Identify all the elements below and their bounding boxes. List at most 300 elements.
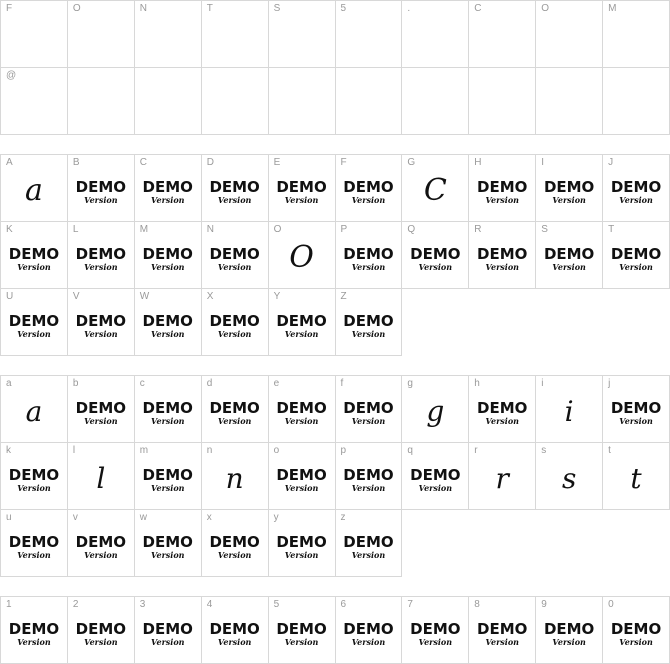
glyph-cell[interactable] bbox=[68, 597, 135, 664]
uppercase-block bbox=[0, 154, 670, 356]
demo-watermark-line1: DEMO bbox=[75, 312, 127, 330]
demo-watermark-line1: DEMO bbox=[343, 178, 394, 196]
glyph-cell-label: X bbox=[206, 291, 214, 302]
glyph-cell[interactable] bbox=[469, 68, 536, 135]
glyph-cell[interactable] bbox=[1, 155, 68, 222]
demo-watermark-line1: DEMO bbox=[8, 312, 60, 330]
demo-watermark-line1: DEMO bbox=[142, 312, 193, 330]
glyph-cell-label: a bbox=[6, 378, 12, 389]
demo-watermark bbox=[611, 401, 661, 425]
glyph-preview-area bbox=[202, 301, 268, 353]
glyph-preview-area bbox=[269, 609, 335, 661]
header-row-block bbox=[0, 0, 670, 135]
glyph-cell[interactable] bbox=[68, 376, 135, 443]
glyph-cell-label: O bbox=[541, 3, 549, 14]
demo-watermark-line2: Version bbox=[17, 637, 51, 647]
glyph-cell-label: t bbox=[608, 445, 611, 456]
demo-watermark bbox=[143, 535, 193, 559]
glyph-cell[interactable] bbox=[469, 443, 536, 510]
demo-watermark-line2: Version bbox=[151, 195, 185, 205]
glyph-cell-label: A bbox=[6, 157, 13, 168]
demo-watermark bbox=[9, 314, 59, 338]
glyph-preview-area bbox=[469, 167, 535, 219]
glyph-cell[interactable] bbox=[469, 376, 536, 443]
demo-watermark bbox=[477, 247, 527, 271]
glyph-cell[interactable] bbox=[269, 155, 336, 222]
glyph-cell[interactable] bbox=[68, 510, 135, 577]
glyph-preview-area bbox=[336, 234, 402, 286]
glyph-cell[interactable] bbox=[402, 222, 469, 289]
glyph-preview-area bbox=[402, 609, 468, 661]
glyph-cell[interactable] bbox=[336, 443, 403, 510]
glyph-character: g bbox=[426, 395, 445, 428]
glyph-cell[interactable] bbox=[269, 443, 336, 510]
glyph-cell[interactable] bbox=[202, 443, 269, 510]
demo-watermark-line2: Version bbox=[351, 637, 386, 647]
demo-watermark-line1: DEMO bbox=[209, 312, 260, 330]
demo-watermark-line1: DEMO bbox=[142, 399, 193, 417]
glyph-cell[interactable] bbox=[135, 510, 202, 577]
glyph-cell[interactable] bbox=[536, 443, 603, 510]
glyph-cell-label: o bbox=[273, 445, 280, 456]
glyph-cell-label: P bbox=[340, 224, 348, 235]
glyph-cell-label: 2 bbox=[72, 599, 79, 610]
glyph-cell[interactable] bbox=[336, 597, 403, 664]
demo-watermark-line2: Version bbox=[351, 483, 386, 493]
demo-watermark-line1: DEMO bbox=[410, 245, 461, 263]
glyph-cell[interactable] bbox=[336, 155, 403, 222]
demo-watermark-line1: DEMO bbox=[209, 178, 260, 196]
glyph-cell[interactable] bbox=[135, 597, 202, 664]
demo-watermark-line2: Version bbox=[485, 416, 519, 426]
demo-watermark bbox=[611, 180, 661, 204]
glyph-preview-area bbox=[336, 609, 402, 661]
demo-watermark-line2: Version bbox=[217, 195, 252, 205]
demo-watermark-line1: DEMO bbox=[543, 620, 595, 638]
glyph-cell[interactable] bbox=[536, 155, 603, 222]
glyph-cell[interactable] bbox=[402, 376, 469, 443]
demo-watermark-line2: Version bbox=[151, 329, 185, 339]
demo-watermark-line1: DEMO bbox=[343, 399, 394, 417]
glyph-preview-area bbox=[202, 388, 268, 440]
glyph-cell[interactable] bbox=[68, 289, 135, 356]
demo-watermark bbox=[76, 247, 126, 271]
glyph-cell[interactable] bbox=[269, 597, 336, 664]
demo-watermark-line1: DEMO bbox=[410, 466, 461, 484]
glyph-cell[interactable] bbox=[469, 1, 536, 68]
glyph-preview-area bbox=[135, 388, 201, 440]
glyph-cell[interactable] bbox=[536, 376, 603, 443]
glyph-cell-label: O bbox=[72, 3, 81, 14]
glyph-cell[interactable] bbox=[202, 1, 269, 68]
glyph-cell-label: w bbox=[139, 512, 148, 523]
glyph-character: a bbox=[25, 395, 43, 428]
glyph-cell[interactable] bbox=[336, 68, 403, 135]
glyph-cell-label: v bbox=[72, 512, 78, 523]
glyph-cell-label: 6 bbox=[340, 599, 347, 610]
demo-watermark bbox=[544, 180, 594, 204]
glyph-cell[interactable] bbox=[336, 1, 403, 68]
glyph-cell-label: 1 bbox=[6, 599, 12, 610]
glyph-preview-area bbox=[603, 609, 669, 661]
demo-watermark-line2: Version bbox=[485, 262, 519, 272]
demo-watermark bbox=[209, 314, 259, 338]
glyph-preview-area bbox=[536, 609, 602, 661]
demo-watermark-line2: Version bbox=[84, 637, 118, 647]
block-spacer bbox=[0, 135, 670, 154]
demo-watermark-line2: Version bbox=[84, 416, 118, 426]
glyph-cell[interactable] bbox=[68, 443, 135, 510]
glyph-cell-label: 8 bbox=[474, 599, 480, 610]
glyph-cell-label: N bbox=[139, 3, 148, 14]
glyph-cell[interactable] bbox=[269, 510, 336, 577]
glyph-cell[interactable] bbox=[536, 597, 603, 664]
glyph-cell[interactable] bbox=[202, 155, 269, 222]
glyph-cell[interactable] bbox=[269, 68, 336, 135]
demo-watermark bbox=[209, 622, 259, 646]
glyph-cell[interactable] bbox=[336, 222, 403, 289]
demo-watermark-line1: DEMO bbox=[276, 533, 327, 551]
glyph-cell[interactable] bbox=[1, 443, 68, 510]
glyph-cell-label: s bbox=[541, 445, 547, 456]
glyph-character: n bbox=[225, 462, 244, 495]
demo-watermark-line1: DEMO bbox=[75, 533, 127, 551]
demo-watermark-line1: DEMO bbox=[209, 620, 260, 638]
glyph-preview-area bbox=[202, 522, 268, 574]
glyph-preview-area bbox=[536, 234, 602, 286]
demo-watermark bbox=[611, 622, 661, 646]
glyph-preview-area bbox=[603, 167, 669, 219]
demo-watermark-line1: DEMO bbox=[276, 399, 327, 417]
demo-watermark-line1: DEMO bbox=[8, 533, 60, 551]
glyph-preview-area bbox=[68, 234, 134, 286]
glyph-preview-area bbox=[135, 167, 201, 219]
demo-watermark-line2: Version bbox=[284, 416, 319, 426]
glyph-cell[interactable] bbox=[68, 222, 135, 289]
glyph-cell[interactable] bbox=[202, 597, 269, 664]
glyph-cell-label: . bbox=[407, 3, 411, 14]
glyph-cell-label: S bbox=[273, 3, 281, 14]
glyph-character: C bbox=[423, 173, 447, 208]
glyph-cell[interactable] bbox=[603, 1, 670, 68]
demo-watermark-line1: DEMO bbox=[610, 245, 662, 263]
glyph-cell[interactable] bbox=[402, 597, 469, 664]
glyph-cell-empty bbox=[469, 510, 536, 577]
glyph-preview-area bbox=[336, 167, 402, 219]
glyph-cell[interactable] bbox=[469, 155, 536, 222]
demo-watermark bbox=[343, 401, 393, 425]
glyph-cell[interactable] bbox=[402, 68, 469, 135]
demo-watermark bbox=[410, 468, 460, 492]
glyph-cell[interactable] bbox=[603, 68, 670, 135]
glyph-preview-area bbox=[336, 301, 402, 353]
glyph-cell-label: F bbox=[340, 157, 347, 168]
glyph-cell[interactable] bbox=[135, 155, 202, 222]
glyph-cell-label: O bbox=[273, 224, 282, 235]
glyph-cell[interactable] bbox=[135, 289, 202, 356]
demo-watermark-line1: DEMO bbox=[75, 245, 127, 263]
glyph-character: a bbox=[25, 173, 43, 208]
demo-watermark-line1: DEMO bbox=[410, 620, 461, 638]
glyph-preview-area bbox=[402, 167, 468, 219]
glyph-cell[interactable] bbox=[469, 597, 536, 664]
glyph-cell-label: q bbox=[407, 445, 413, 456]
glyph-cell-label: u bbox=[6, 512, 12, 523]
glyph-cell-label: W bbox=[139, 291, 150, 302]
demo-watermark-line2: Version bbox=[284, 329, 319, 339]
glyph-preview-area bbox=[336, 455, 402, 507]
demo-watermark bbox=[276, 622, 326, 646]
glyph-cell[interactable] bbox=[402, 155, 469, 222]
demo-watermark-line2: Version bbox=[217, 550, 252, 560]
block-spacer bbox=[0, 356, 670, 375]
glyph-cell[interactable] bbox=[269, 1, 336, 68]
demo-watermark-line1: DEMO bbox=[343, 620, 394, 638]
demo-watermark-line1: DEMO bbox=[276, 620, 327, 638]
demo-watermark-line2: Version bbox=[217, 262, 252, 272]
demo-watermark bbox=[76, 401, 126, 425]
demo-watermark-line2: Version bbox=[151, 550, 185, 560]
glyph-cell[interactable] bbox=[603, 155, 670, 222]
demo-watermark bbox=[143, 314, 193, 338]
demo-watermark-line1: DEMO bbox=[8, 466, 60, 484]
glyph-preview-area bbox=[269, 234, 335, 286]
glyph-cell[interactable] bbox=[135, 376, 202, 443]
glyph-cell[interactable] bbox=[336, 376, 403, 443]
glyph-cell[interactable] bbox=[1, 1, 68, 68]
glyph-cell-label: 9 bbox=[541, 599, 547, 610]
glyph-cell-label: n bbox=[206, 445, 213, 456]
glyph-cell-label: j bbox=[608, 378, 611, 389]
glyph-cell[interactable] bbox=[536, 222, 603, 289]
demo-watermark-line1: DEMO bbox=[142, 178, 193, 196]
demo-watermark-line2: Version bbox=[84, 550, 118, 560]
glyph-cell[interactable] bbox=[135, 68, 202, 135]
demo-watermark-line2: Version bbox=[217, 416, 252, 426]
demo-watermark bbox=[9, 535, 59, 559]
glyph-cell-label: @ bbox=[6, 70, 17, 81]
demo-watermark-line2: Version bbox=[151, 416, 185, 426]
glyph-cell-label: H bbox=[474, 157, 482, 168]
glyph-preview-area bbox=[1, 388, 67, 440]
demo-watermark-line1: DEMO bbox=[343, 245, 394, 263]
demo-watermark bbox=[276, 401, 326, 425]
glyph-cell-empty bbox=[402, 289, 469, 356]
glyph-cell-label: k bbox=[6, 445, 11, 456]
glyph-preview-area bbox=[135, 455, 201, 507]
demo-watermark bbox=[276, 314, 326, 338]
demo-watermark-line2: Version bbox=[351, 550, 386, 560]
demo-watermark bbox=[410, 247, 460, 271]
demo-watermark bbox=[143, 247, 193, 271]
glyph-preview-area bbox=[469, 388, 535, 440]
glyph-cell-label: T bbox=[206, 3, 213, 14]
glyph-cell[interactable] bbox=[68, 68, 135, 135]
demo-watermark-line1: DEMO bbox=[276, 312, 327, 330]
demo-watermark-line1: DEMO bbox=[209, 399, 260, 417]
glyph-cell[interactable] bbox=[536, 1, 603, 68]
glyph-preview-area bbox=[269, 522, 335, 574]
glyph-cell[interactable] bbox=[1, 289, 68, 356]
demo-watermark-line1: DEMO bbox=[610, 178, 662, 196]
demo-watermark-line1: DEMO bbox=[142, 620, 193, 638]
demo-watermark-line2: Version bbox=[84, 329, 118, 339]
demo-watermark bbox=[276, 468, 326, 492]
glyph-cell[interactable] bbox=[1, 376, 68, 443]
glyph-cell-empty bbox=[603, 510, 670, 577]
glyph-cell-label: M bbox=[608, 3, 617, 14]
demo-watermark bbox=[343, 535, 393, 559]
glyph-preview-area bbox=[536, 455, 602, 507]
demo-watermark-line1: DEMO bbox=[343, 533, 394, 551]
glyph-cell-label: 3 bbox=[139, 599, 146, 610]
glyph-preview-area bbox=[1, 609, 67, 661]
demo-watermark bbox=[611, 247, 661, 271]
demo-watermark-line2: Version bbox=[217, 329, 252, 339]
demo-watermark bbox=[9, 468, 59, 492]
demo-watermark bbox=[76, 180, 126, 204]
glyph-character: r bbox=[495, 462, 509, 495]
glyph-preview-area bbox=[68, 609, 134, 661]
demo-watermark-line1: DEMO bbox=[209, 245, 260, 263]
glyph-cell[interactable] bbox=[202, 68, 269, 135]
glyph-cell-label: S bbox=[541, 224, 548, 235]
glyph-cell-label: E bbox=[273, 157, 281, 168]
glyph-preview-area bbox=[336, 522, 402, 574]
demo-watermark-line1: DEMO bbox=[209, 533, 260, 551]
demo-watermark-line2: Version bbox=[351, 262, 386, 272]
glyph-character: O bbox=[289, 240, 314, 275]
demo-watermark-line2: Version bbox=[552, 262, 586, 272]
glyph-cell[interactable] bbox=[202, 376, 269, 443]
glyph-character: t bbox=[630, 462, 642, 495]
glyph-preview-area bbox=[269, 167, 335, 219]
demo-watermark-line1: DEMO bbox=[477, 245, 528, 263]
glyph-cell[interactable] bbox=[202, 222, 269, 289]
demo-watermark-line2: Version bbox=[217, 637, 252, 647]
glyph-preview-area bbox=[469, 609, 535, 661]
glyph-cell[interactable] bbox=[202, 510, 269, 577]
demo-watermark-line1: DEMO bbox=[477, 620, 528, 638]
glyph-cell[interactable] bbox=[402, 443, 469, 510]
glyph-cell-label: i bbox=[541, 378, 544, 389]
glyph-cell[interactable] bbox=[269, 376, 336, 443]
glyph-cell[interactable] bbox=[336, 289, 403, 356]
demo-watermark bbox=[343, 180, 393, 204]
glyph-cell-label: 5 bbox=[340, 3, 347, 14]
block-spacer bbox=[0, 577, 670, 596]
glyph-cell[interactable] bbox=[603, 443, 670, 510]
glyph-cell[interactable] bbox=[1, 597, 68, 664]
glyph-preview-area bbox=[269, 301, 335, 353]
demo-watermark bbox=[143, 468, 193, 492]
glyph-cell[interactable] bbox=[603, 376, 670, 443]
glyph-cell-label: l bbox=[72, 445, 76, 456]
glyph-preview-area bbox=[1, 455, 67, 507]
glyph-preview-area bbox=[135, 301, 201, 353]
glyph-cell-label: R bbox=[474, 224, 482, 235]
glyph-cell-label: b bbox=[72, 378, 79, 389]
glyph-cell[interactable] bbox=[469, 222, 536, 289]
glyph-cell[interactable] bbox=[603, 597, 670, 664]
demo-watermark bbox=[410, 622, 460, 646]
demo-watermark-line2: Version bbox=[17, 262, 51, 272]
demo-watermark-line1: DEMO bbox=[610, 620, 662, 638]
glyph-cell-label: G bbox=[407, 157, 416, 168]
demo-watermark-line2: Version bbox=[418, 262, 453, 272]
glyph-preview-area bbox=[603, 234, 669, 286]
glyph-cell-label: d bbox=[206, 378, 213, 389]
demo-watermark-line2: Version bbox=[17, 550, 51, 560]
glyph-cell[interactable] bbox=[536, 68, 603, 135]
glyph-cell[interactable] bbox=[402, 1, 469, 68]
demo-watermark bbox=[276, 535, 326, 559]
glyph-cell[interactable] bbox=[269, 289, 336, 356]
glyph-cell[interactable] bbox=[1, 510, 68, 577]
demo-watermark bbox=[143, 622, 193, 646]
glyph-cell-label: B bbox=[72, 157, 80, 168]
glyph-cell[interactable] bbox=[135, 443, 202, 510]
glyph-cell-label: L bbox=[72, 224, 79, 235]
glyph-cell[interactable] bbox=[135, 1, 202, 68]
demo-watermark-line2: Version bbox=[485, 195, 519, 205]
glyph-cell-label: e bbox=[273, 378, 280, 389]
glyph-cell[interactable] bbox=[336, 510, 403, 577]
glyph-preview-area bbox=[1, 234, 67, 286]
glyph-cell-empty bbox=[402, 510, 469, 577]
glyph-cell-label: N bbox=[206, 224, 214, 235]
glyph-cell[interactable] bbox=[269, 222, 336, 289]
demo-watermark bbox=[343, 247, 393, 271]
glyph-cell-label: z bbox=[340, 512, 346, 523]
glyph-cell-label: 0 bbox=[608, 599, 614, 610]
demo-watermark-line1: DEMO bbox=[343, 466, 394, 484]
glyph-cell[interactable] bbox=[603, 222, 670, 289]
glyph-character: i bbox=[564, 395, 574, 428]
demo-watermark-line2: Version bbox=[619, 637, 653, 647]
demo-watermark bbox=[477, 401, 527, 425]
glyph-cell[interactable] bbox=[1, 222, 68, 289]
demo-watermark-line2: Version bbox=[552, 195, 586, 205]
glyph-preview-area bbox=[1, 301, 67, 353]
glyph-preview-area bbox=[202, 455, 268, 507]
glyph-cell[interactable] bbox=[68, 155, 135, 222]
demo-watermark bbox=[209, 535, 259, 559]
demo-watermark-line2: Version bbox=[485, 637, 519, 647]
glyph-cell-label: g bbox=[407, 378, 413, 389]
demo-watermark-line1: DEMO bbox=[142, 245, 193, 263]
glyph-preview-area bbox=[135, 234, 201, 286]
demo-watermark-line2: Version bbox=[284, 550, 319, 560]
glyph-cell-label: K bbox=[6, 224, 13, 235]
glyph-cell[interactable] bbox=[1, 68, 68, 135]
demo-watermark-line1: DEMO bbox=[75, 399, 127, 417]
glyph-cell[interactable] bbox=[135, 222, 202, 289]
demo-watermark-line2: Version bbox=[418, 637, 453, 647]
demo-watermark-line1: DEMO bbox=[477, 399, 528, 417]
glyph-cell-label: y bbox=[273, 512, 279, 523]
glyph-preview-area bbox=[469, 234, 535, 286]
glyph-cell[interactable] bbox=[202, 289, 269, 356]
demo-watermark bbox=[143, 180, 193, 204]
glyph-preview-area bbox=[536, 167, 602, 219]
glyph-cell[interactable] bbox=[68, 1, 135, 68]
demo-watermark-line2: Version bbox=[84, 262, 118, 272]
demo-watermark bbox=[477, 622, 527, 646]
demo-watermark bbox=[209, 401, 259, 425]
glyph-character: s bbox=[561, 462, 577, 495]
demo-watermark-line2: Version bbox=[418, 483, 453, 493]
